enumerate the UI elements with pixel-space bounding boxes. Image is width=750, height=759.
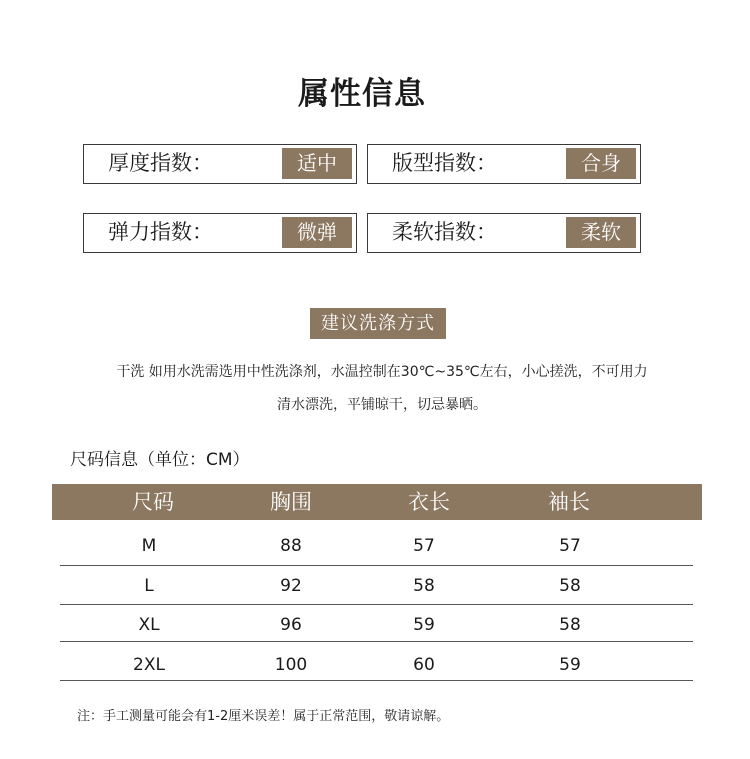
- cell-length: 58: [413, 576, 435, 596]
- column-header-chest: 胸围: [270, 490, 312, 514]
- attribute-label: 柔软指数：: [392, 220, 497, 244]
- cell-length: 57: [413, 536, 435, 556]
- attribute-softness: [367, 213, 641, 253]
- cell-chest: 96: [280, 615, 302, 635]
- cell-length: 60: [413, 655, 435, 675]
- cell-size: M: [141, 536, 157, 556]
- column-header-size: 尺码: [132, 490, 174, 514]
- column-header-sleeve: 袖长: [548, 490, 590, 514]
- attribute-value-badge: 合身: [566, 148, 636, 179]
- measurement-note: 注：手工测量可能会有1-2厘米误差！属于正常范围，敬请谅解。: [77, 709, 450, 724]
- cell-chest: 88: [280, 536, 302, 556]
- page-title: 属性信息: [298, 76, 426, 112]
- attribute-fit: [367, 144, 641, 184]
- cell-length: 59: [413, 615, 435, 635]
- attribute-value-badge: 柔软: [566, 217, 636, 248]
- size-table-header: [52, 484, 702, 520]
- row-divider: [60, 641, 693, 642]
- cell-size: 2XL: [133, 655, 165, 675]
- attribute-value-badge: 微弹: [282, 217, 352, 248]
- table-row: [60, 604, 693, 644]
- cell-size: L: [144, 576, 154, 596]
- table-row: [60, 644, 693, 684]
- size-table-title: 尺码信息（单位：CM）: [70, 450, 250, 470]
- row-divider: [60, 680, 693, 681]
- wash-method-heading: 建议洗涤方式: [310, 308, 446, 339]
- cell-chest: 100: [274, 655, 308, 675]
- attribute-label: 厚度指数：: [108, 151, 213, 175]
- attribute-thickness: [83, 144, 357, 184]
- cell-sleeve: 58: [559, 576, 581, 596]
- table-row: [60, 525, 693, 565]
- attribute-elasticity: [83, 213, 357, 253]
- table-row: [60, 565, 693, 605]
- attribute-label: 弹力指数：: [108, 220, 213, 244]
- attribute-label: 版型指数：: [392, 151, 497, 175]
- cell-chest: 92: [280, 576, 302, 596]
- cell-size: XL: [138, 615, 160, 635]
- wash-instructions-line-2: 清水漂洗，平铺晾干，切忌暴晒。: [277, 397, 487, 413]
- cell-sleeve: 57: [559, 536, 581, 556]
- column-header-length: 衣长: [408, 490, 450, 514]
- cell-sleeve: 58: [559, 615, 581, 635]
- cell-sleeve: 59: [559, 655, 581, 675]
- wash-instructions-line-1: 干洗 如用水洗需选用中性洗涤剂，水温控制在30℃~35℃左右，小心搓洗，不可用力: [116, 364, 648, 380]
- attribute-value-badge: 适中: [282, 148, 352, 179]
